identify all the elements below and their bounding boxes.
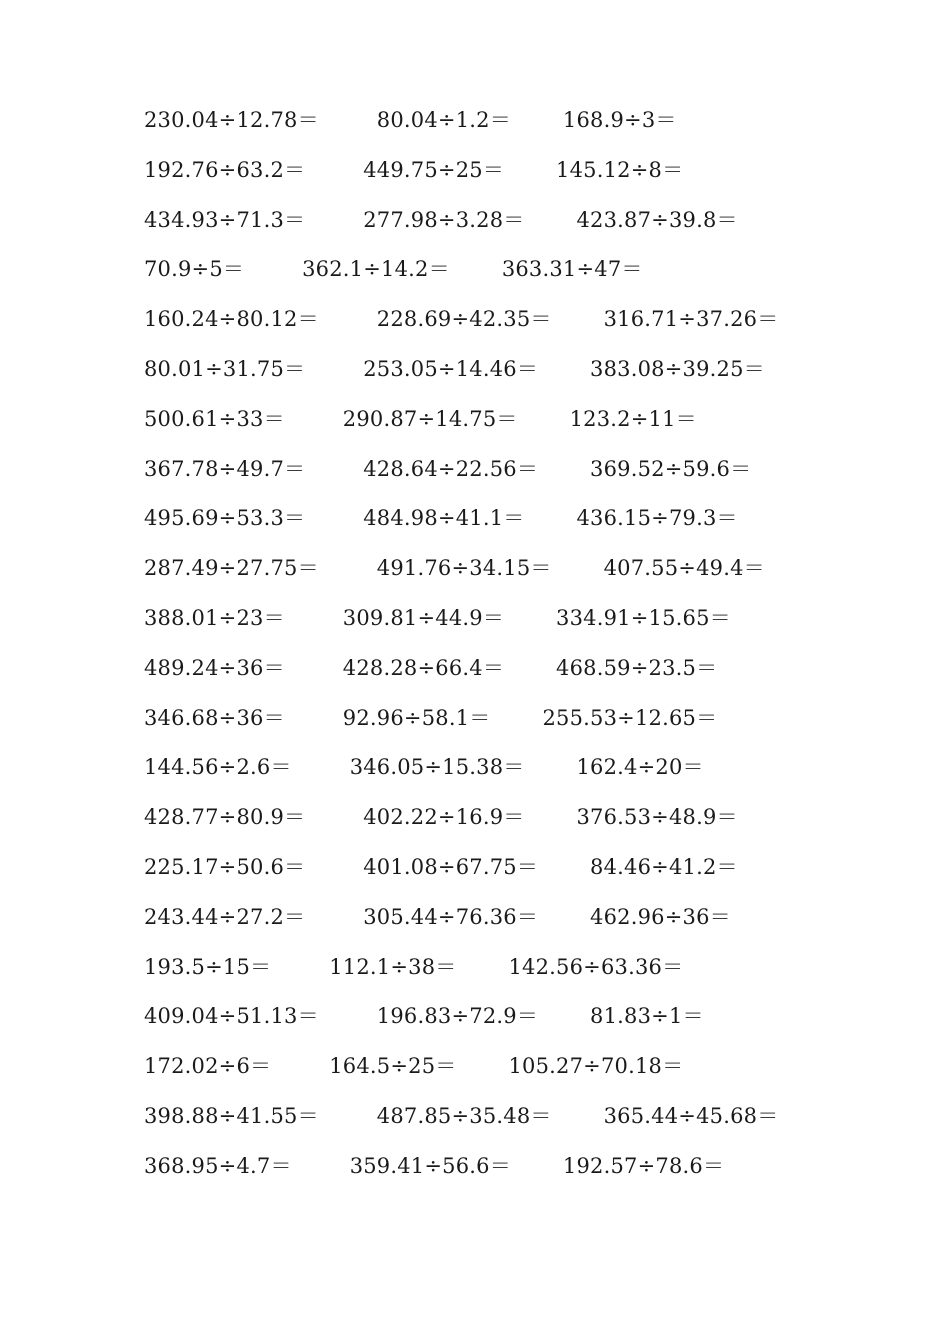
division-problem: 162.4÷20＝ — [576, 755, 704, 780]
problem-row — [144, 352, 844, 402]
problem-row — [144, 203, 844, 253]
problem-row — [144, 900, 844, 950]
division-problem: 228.69÷42.35＝ — [376, 307, 552, 332]
problem-row — [144, 402, 844, 452]
division-problem: 363.31÷47＝ — [501, 257, 643, 282]
division-problem: 436.15÷79.3＝ — [576, 506, 738, 531]
division-problem: 142.56÷63.36＝ — [508, 954, 684, 979]
division-problem: 81.83÷1＝ — [590, 1004, 704, 1029]
division-problem: 80.01÷31.75＝ — [144, 356, 306, 381]
division-problem: 359.41÷56.6＝ — [349, 1153, 511, 1178]
division-problem: 500.61÷33＝ — [144, 406, 285, 431]
division-problem: 468.59÷23.5＝ — [556, 655, 718, 680]
division-problem: 230.04÷12.78＝ — [144, 108, 319, 132]
problem-row — [144, 850, 844, 900]
division-problem: 316.71÷37.26＝ — [603, 307, 779, 332]
division-problem: 84.46÷41.2＝ — [590, 854, 738, 879]
division-problem: 334.91÷15.65＝ — [556, 605, 731, 630]
division-problem: 160.24÷80.12＝ — [144, 307, 319, 332]
division-problem: 144.56÷2.6＝ — [144, 755, 292, 780]
problem-row — [144, 800, 844, 850]
division-problem: 287.49÷27.75＝ — [144, 556, 319, 581]
division-problem: 362.1÷14.2＝ — [302, 257, 450, 282]
problem-row — [144, 501, 844, 551]
division-problem: 489.24÷36＝ — [144, 655, 285, 680]
problem-row — [144, 153, 844, 203]
division-problem: 346.68÷36＝ — [144, 705, 285, 730]
division-problem: 487.85÷35.48＝ — [376, 1103, 552, 1128]
problem-row — [144, 103, 844, 153]
division-problem: 112.1÷38＝ — [329, 954, 457, 979]
division-problem: 369.52÷59.6＝ — [590, 456, 752, 481]
division-problem: 383.08÷39.25＝ — [590, 356, 765, 381]
division-problem: 407.55÷49.4＝ — [603, 556, 765, 581]
problem-row — [144, 950, 844, 1000]
division-problem: 196.83÷72.9＝ — [376, 1004, 539, 1029]
division-problem: 495.69÷53.3＝ — [144, 506, 306, 531]
division-problem: 398.88÷41.55＝ — [144, 1103, 319, 1128]
problem-row — [144, 651, 844, 701]
problem-row — [144, 1049, 844, 1099]
division-problem: 428.64÷22.56＝ — [363, 456, 539, 481]
division-problem: 192.57÷78.6＝ — [562, 1153, 725, 1178]
problem-row — [144, 452, 844, 502]
division-problem: 462.96÷36＝ — [590, 904, 731, 929]
division-problem: 255.53÷12.65＝ — [542, 705, 718, 730]
division-problem: 491.76÷34.15＝ — [376, 556, 552, 581]
division-problem: 193.5÷15＝ — [144, 954, 272, 979]
division-problem-list — [144, 103, 844, 1199]
division-problem: 80.04÷1.2＝ — [376, 108, 511, 132]
problem-row — [144, 302, 844, 352]
problem-row — [144, 999, 844, 1049]
division-problem: 168.9÷3＝ — [562, 108, 677, 132]
division-problem: 105.27÷70.18＝ — [508, 1054, 684, 1079]
division-problem: 277.98÷3.28＝ — [363, 207, 525, 232]
division-problem: 428.77÷80.9＝ — [144, 805, 306, 830]
problem-row — [144, 252, 844, 302]
division-problem: 70.9÷5＝ — [144, 257, 245, 282]
division-problem: 367.78÷49.7＝ — [144, 456, 306, 481]
division-problem: 365.44÷45.68＝ — [603, 1103, 779, 1128]
division-problem: 346.05÷15.38＝ — [349, 755, 525, 780]
problem-row — [144, 750, 844, 800]
division-problem: 449.75÷25＝ — [363, 157, 505, 182]
division-problem: 164.5÷25＝ — [329, 1054, 457, 1079]
division-problem: 145.12÷8＝ — [556, 157, 684, 182]
problem-row — [144, 551, 844, 601]
division-problem: 305.44÷76.36＝ — [363, 904, 539, 929]
division-problem: 409.04÷51.13＝ — [144, 1004, 319, 1029]
problem-row — [144, 1099, 844, 1149]
division-problem: 388.01÷23＝ — [144, 605, 285, 630]
division-problem: 376.53÷48.9＝ — [576, 805, 738, 830]
division-problem: 309.81÷44.9＝ — [342, 605, 505, 630]
division-problem: 123.2÷11＝ — [569, 406, 697, 431]
division-problem: 243.44÷27.2＝ — [144, 904, 306, 929]
division-problem: 401.08÷67.75＝ — [363, 854, 539, 879]
division-problem: 192.76÷63.2＝ — [144, 157, 306, 182]
division-problem: 484.98÷41.1＝ — [363, 506, 525, 531]
division-problem: 434.93÷71.3＝ — [144, 207, 306, 232]
division-problem: 402.22÷16.9＝ — [363, 805, 525, 830]
problem-row — [144, 701, 844, 751]
problem-row — [144, 601, 844, 651]
problem-row — [144, 1149, 844, 1199]
division-problem: 368.95÷4.7＝ — [144, 1153, 292, 1178]
division-problem: 428.28÷66.4＝ — [342, 655, 505, 680]
division-problem: 225.17÷50.6＝ — [144, 854, 306, 879]
division-problem: 290.87÷14.75＝ — [342, 406, 518, 431]
division-problem: 172.02÷6＝ — [144, 1054, 272, 1079]
division-problem: 253.05÷14.46＝ — [363, 356, 539, 381]
division-problem: 92.96÷58.1＝ — [342, 705, 491, 730]
division-problem: 423.87÷39.8＝ — [576, 207, 738, 232]
